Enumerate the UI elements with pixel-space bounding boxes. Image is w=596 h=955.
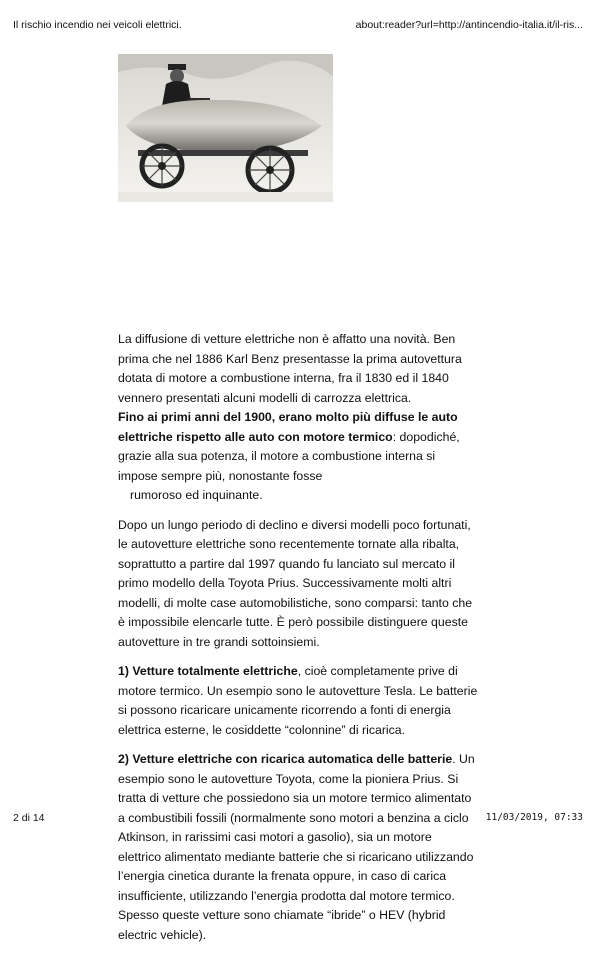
paragraph-history: Dopo un lungo periodo di declino e diversi modelli poco fortunati, le autovetture elettriche sono recentemente tornate alla ribalta, soprattutto a partire dal 1997 quando fu lanciato sul mercato il primo modello della Toyota Prius. Successivamente molti altri modelli, di molte case automobilistiche, sono comparsi: tanto che è impossibile elencarle tutte. È però possibile distinguere queste autovetture in tre grandi sottoinsiemi. xyxy=(118,517,473,649)
page-number: 2 di 14 xyxy=(13,812,45,824)
intro-text-start: La diffusione di vetture elettriche non è affatto una novità. Ben prima che nel 1886 Karl Benz presentasse la prima autovettura dotata di motore a combustione interna, fra il 1830 ed il 1840 vennero presentati alcuni modelli di carrozza elettrica. xyxy=(118,332,462,405)
paragraph-fully-electric xyxy=(118,662,478,740)
fully-electric-text: , cioè completamente prive di motore termico. Un esempio sono le autovetture Tesla. Le batterie si possono ricaricare unicamente ricorrendo a fonti di energia elettrica esterne, le cosiddette “colonnine” di ricarica. xyxy=(118,664,478,737)
document-url[interactable]: about:reader?url=http://antincendio-italia.it/il-ris... xyxy=(355,19,583,31)
intro-bold-text: Fino ai primi anni del 1900, erano molto più diffuse le auto elettriche rispetto alle auto con motore termico xyxy=(118,410,458,444)
vintage-electric-car-photo xyxy=(118,54,333,202)
document-title: Il rischio incendio nei veicoli elettrici. xyxy=(13,19,182,31)
print-datetime: 11/03/2019, 07:33 xyxy=(485,812,583,823)
paragraph-intro xyxy=(118,54,478,506)
page-footer xyxy=(0,812,596,824)
intro-text-continued: : dopodiché, grazie alla sua potenza, il motore a combustione interna si impose sempre più, nonostante fosse xyxy=(118,429,460,483)
hybrid-heading: 2) Vetture elettriche con ricarica automatica delle batterie xyxy=(118,752,453,766)
hybrid-text: . Un esempio sono le autovetture Toyota, come la pioniera Prius. Si tratta di vetture che possiedono sia un motore termico alimentato a combustibili fossili (normalmente sono motori a benzina a ciclo Atkinson, in rarissimi casi motori a gasolio), sia un motore elettrico alimentato mediante batterie che si ricaricano utilizzando l’energia cinetica durante la frenata oppure, in caso di carica insufficiente, utilizzando l’energia prodotta dal motore termico. Spesso queste vetture sono chiamate “ibride” o HEV (hybrid electric vehicle). xyxy=(118,752,475,942)
paragraph-hybrid xyxy=(118,750,478,945)
fully-electric-heading: 1) Vetture totalmente elettriche xyxy=(118,664,298,678)
page-header xyxy=(0,19,596,31)
intro-text-end: rumoroso ed inquinante. xyxy=(130,488,263,502)
